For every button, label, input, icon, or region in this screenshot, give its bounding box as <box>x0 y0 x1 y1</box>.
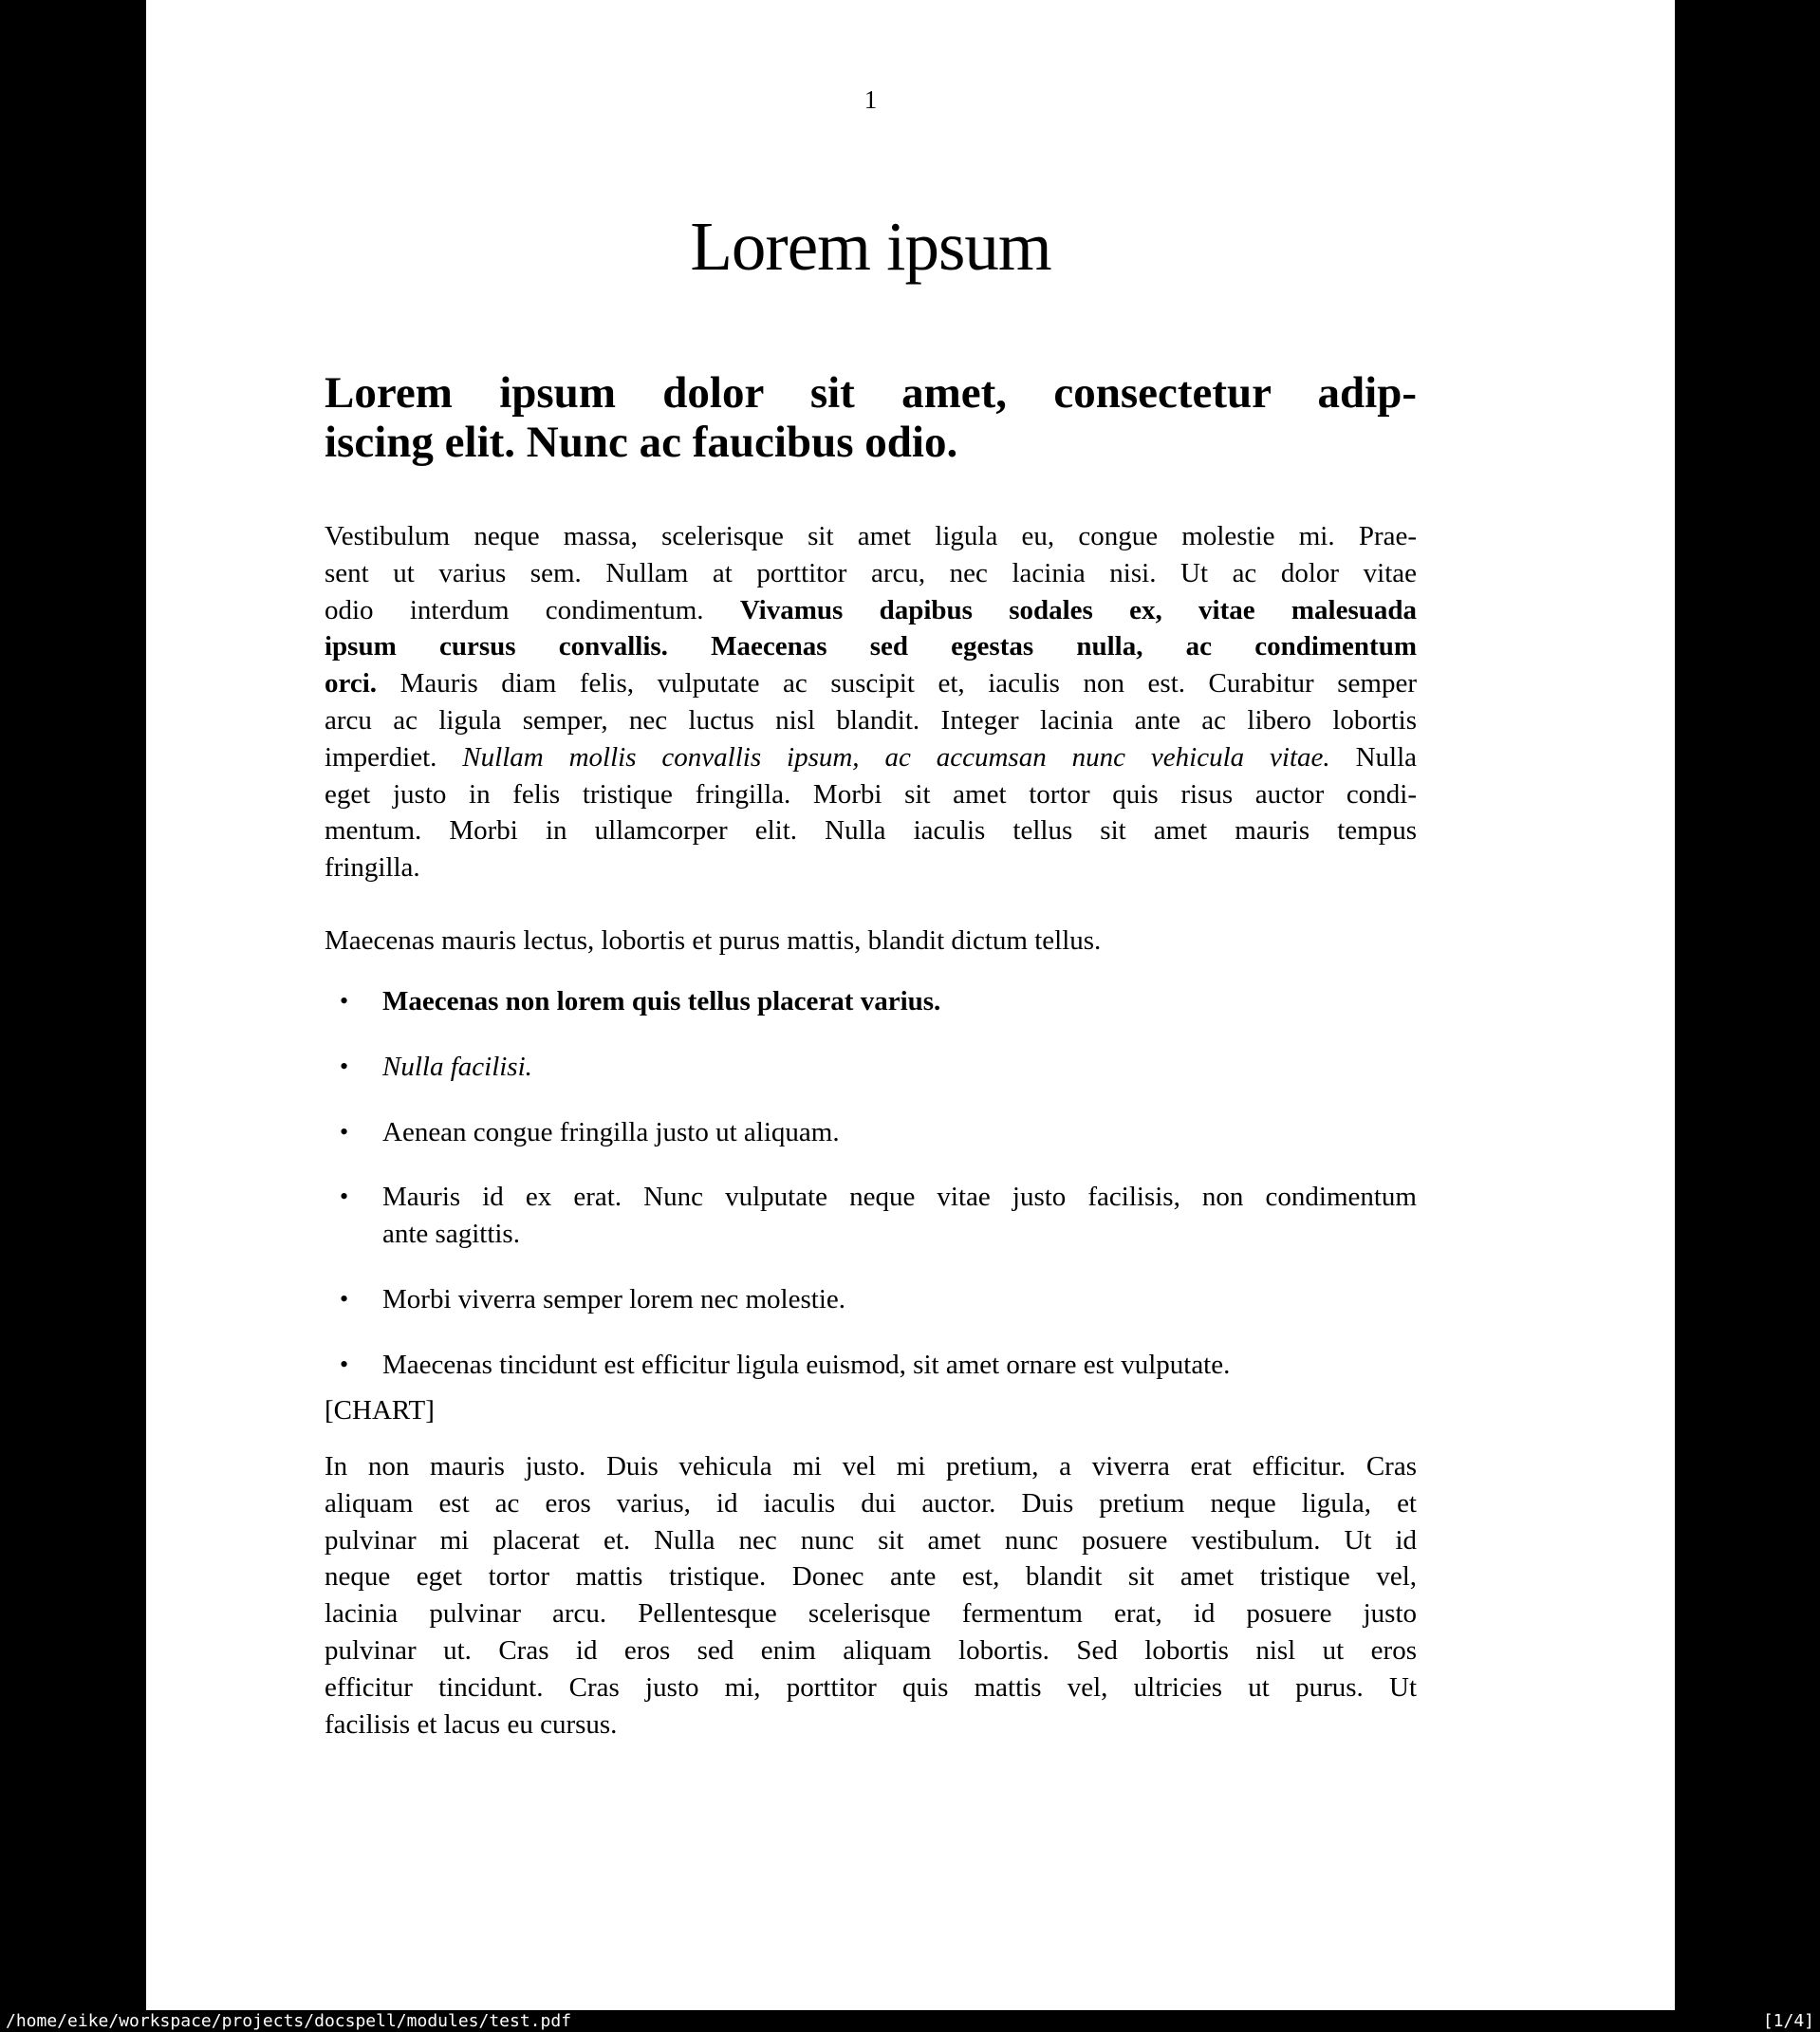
text-line <box>325 555 1417 592</box>
bullet-text <box>382 1114 1417 1151</box>
text-segment: neque eget tortor mattis tristique. Donec ante est, blandit sit amet tristique vel, <box>325 1561 1417 1593</box>
text-line <box>325 1669 1417 1706</box>
page-number: 1 <box>864 85 878 114</box>
bullet-item <box>325 1049 1417 1086</box>
text-segment: lacinia pulvinar arcu. Pellentesque scelerisque fermentum erat, id posuere justo <box>325 1598 1417 1630</box>
paragraph-2 <box>325 923 1417 960</box>
text-segment: orci. <box>325 668 378 699</box>
text-segment: Maecenas mauris lectus, lobortis et purus mattis, blandit dictum tellus. <box>325 925 1102 956</box>
bullet-item <box>325 1347 1417 1384</box>
text-line <box>325 592 1417 629</box>
text-line <box>325 1558 1417 1595</box>
bullet-text <box>382 1179 1417 1253</box>
text-segment: Vivamus dapibus sodales ex, vitae malesuada <box>739 594 1417 625</box>
bullet-icon: • <box>340 1350 349 1378</box>
bullet-icon: • <box>340 1052 349 1080</box>
paragraph-3 <box>325 1448 1417 1743</box>
section-heading-line: iscing elit. Nunc ac faucibus odio. <box>325 418 958 467</box>
text-line <box>382 1347 1417 1384</box>
text-segment: pulvinar ut. Cras id eros sed enim aliquam lobortis. Sed lobortis nisl ut eros <box>325 1634 1417 1666</box>
bullet-icon: • <box>340 1284 349 1313</box>
pdf-page[interactable] <box>146 0 1675 2010</box>
text-segment: sent ut varius sem. Nullam at porttitor arcu, nec lacinia nisi. Ut ac dolor vitae <box>325 557 1417 588</box>
bullet-list <box>325 983 1417 1412</box>
text-segment: Nullam mollis convallis ipsum, ac accumsan nunc vehicula vitae. <box>462 741 1330 773</box>
statusbar-filepath: /home/eike/workspace/projects/docspell/modules/test.pdf <box>6 2011 572 2031</box>
text-segment: efficitur tincidunt. Cras justo mi, porttitor quis mattis vel, ultricies ut purus. Ut <box>325 1671 1417 1703</box>
text-segment: imperdiet. <box>325 741 463 773</box>
text-line <box>382 1281 1417 1318</box>
text-segment: odio interdum condimentum. <box>325 594 740 625</box>
text-line <box>325 776 1417 813</box>
bullet-item <box>325 1179 1417 1253</box>
text-segment: arcu ac ligula semper, nec luctus nisl blandit. Integer lacinia ante ac libero lobortis <box>325 704 1417 736</box>
text-line <box>325 1448 1417 1485</box>
text-segment: facilisis et lacus eu cursus. <box>325 1708 618 1740</box>
text-segment: Vestibulum neque massa, scelerisque sit amet ligula eu, congue molestie mi. Prae- <box>325 521 1417 551</box>
text-line <box>325 849 1417 886</box>
text-line <box>325 739 1417 776</box>
text-line <box>325 628 1417 665</box>
text-line <box>325 1522 1417 1559</box>
bullet-text <box>382 1049 1417 1086</box>
text-segment: eget justo in felis tristique fringilla. Morbi sit amet tortor quis risus auctor condi- <box>325 778 1417 810</box>
text-segment: mentum. Morbi in ullamcorper elit. Nulla iaculis tellus sit amet mauris tempus <box>325 815 1417 847</box>
text-segment: ante sagittis. <box>382 1219 520 1250</box>
text-line <box>382 1179 1417 1216</box>
text-line <box>382 983 1417 1020</box>
bullet-text <box>382 1347 1417 1384</box>
text-segment: Nulla facilisi. <box>382 1051 532 1082</box>
text-line <box>325 1485 1417 1522</box>
text-line <box>325 1632 1417 1669</box>
text-segment: In non mauris justo. Duis vehicula mi vel mi pretium, a viverra erat efficitur. Cras <box>325 1451 1417 1482</box>
bullet-item <box>325 1281 1417 1318</box>
text-line <box>325 1595 1417 1632</box>
text-segment: Mauris id ex erat. Nunc vulputate neque vitae justo facilisis, non condimentum <box>382 1182 1417 1213</box>
bullet-item <box>325 1114 1417 1151</box>
bullet-icon: • <box>340 1183 349 1211</box>
text-segment: Maecenas non lorem quis tellus placerat varius. <box>382 986 941 1016</box>
text-segment: fringilla. <box>325 852 420 884</box>
text-segment: Mauris diam felis, vulputate ac suscipit et, iaculis non est. Curabitur semper <box>377 668 1417 699</box>
bullet-icon: • <box>340 1117 349 1146</box>
text-line <box>382 1114 1417 1151</box>
text-line <box>325 923 1417 960</box>
text-segment: Morbi viverra semper lorem nec molestie. <box>382 1283 846 1314</box>
text-line <box>325 812 1417 849</box>
text-line <box>325 702 1417 739</box>
text-segment: Maecenas tincidunt est efficitur ligula euismod, sit amet ornare est vulputate. <box>382 1349 1231 1380</box>
text-segment: Aenean congue fringilla justo ut aliquam. <box>382 1116 840 1147</box>
document-title: Lorem ipsum <box>690 208 1051 285</box>
bullet-item <box>325 983 1417 1020</box>
text-line <box>325 1706 1417 1743</box>
section-heading-line: Lorem ipsum dolor sit amet, consectetur adip- <box>325 368 1417 418</box>
paragraph-1 <box>325 518 1417 886</box>
statusbar-page-indicator: [1/4] <box>1762 2011 1814 2031</box>
chart-placeholder: [CHART] <box>325 1395 435 1426</box>
text-segment: ipsum cursus convallis. Maecenas sed egestas nulla, ac condimentum <box>325 631 1417 662</box>
bullet-icon: • <box>340 987 349 1015</box>
bullet-text <box>382 983 1417 1020</box>
bullet-text <box>382 1281 1417 1318</box>
text-line <box>382 1049 1417 1086</box>
section-heading <box>325 368 1417 467</box>
text-line <box>325 665 1417 702</box>
text-line <box>325 518 1417 555</box>
statusbar <box>0 2010 1820 2032</box>
text-segment: aliquam est ac eros varius, id iaculis dui auctor. Duis pretium neque ligula, et <box>325 1487 1417 1519</box>
text-line <box>382 1216 1417 1253</box>
text-segment: Nulla <box>1329 741 1417 773</box>
text-segment: pulvinar mi placerat et. Nulla nec nunc sit amet nunc posuere vestibulum. Ut id <box>325 1524 1417 1556</box>
